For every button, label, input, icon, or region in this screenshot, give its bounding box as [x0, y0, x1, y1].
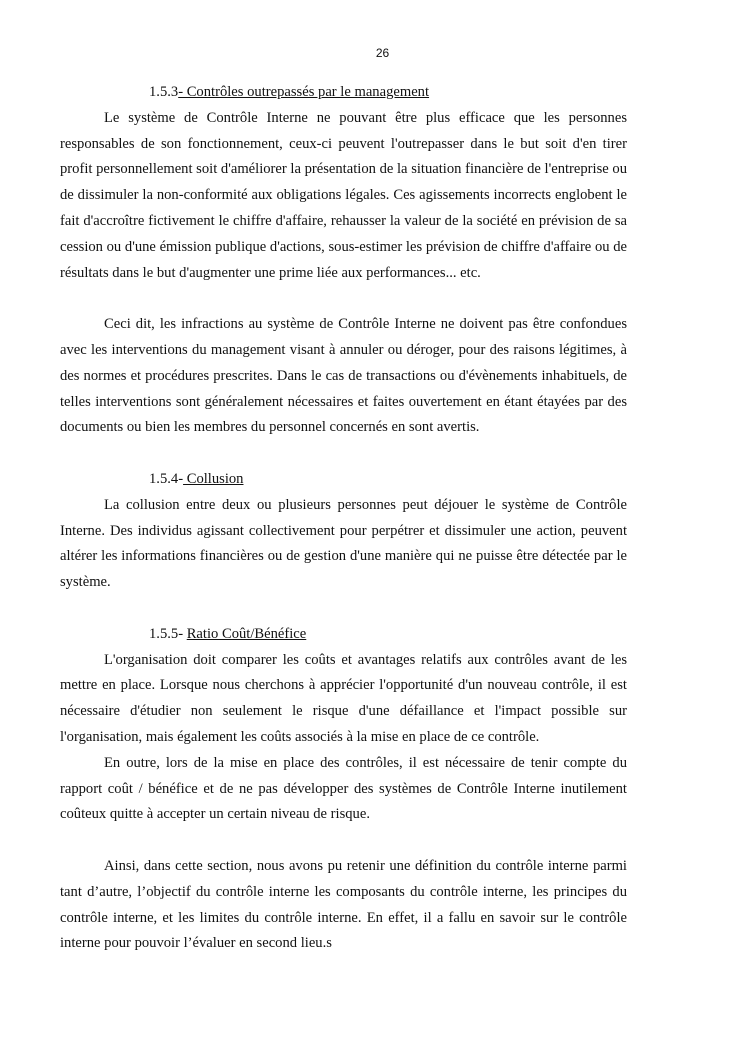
spacer: [60, 441, 627, 467]
spacer: [60, 286, 627, 312]
paragraph: La collusion entre deux ou plusieurs personnes peut déjouer le système de Contrôle Interne. Des individus agissant collectivement pour perpétrer et dissimuler une action, peuvent altérer les informations financières ou de gestion d'une manière qui ne puisse être détectée par le système.: [60, 496, 627, 591]
heading-number: 1.5.3: [149, 84, 179, 100]
heading-number: 1.5.4-: [149, 470, 184, 487]
heading-title: - Contrôles outrepassés par le management: [178, 84, 430, 100]
paragraph: L'organisation doit comparer les coûts et avantages relatifs aux contrôles avant de les mettre en place. Lorsque nous cherchons à apprécier l'opportunité d'un nouveau contrôle, il est nécessaire d'étudier non seulement le risque d'une défaillance et l'impact possible sur l'organisation, mais également les coûts associés à la mise en place de ce contrôle.: [60, 651, 627, 745]
heading-number: 1.5.5-: [149, 625, 187, 642]
section-heading-1-5-5: [60, 622, 627, 648]
section-heading-1-5-4: [60, 467, 627, 493]
paragraph: Le système de Contrôle Interne ne pouvant être plus efficace que les personnes responsables de son fonctionnement, ceux-ci peuvent l'outrepasser dans le but soit d'en tirer profit personnellement soit d'améliorer la présentation de la situation financière de l'entreprise ou de dissimuler la non-conformité aux obligations légales. Ces agissements incorrects englobent le fait d'accroître fictivement le chiffre d'affaire, rehausser la valeur de la société en prévision de sa cession ou d'une émission publique d'actions, sous-estimer les prévision de chiffre d'affaire ou de résultats dans le but d'augmenter une prime liée aux performances... etc.: [60, 109, 627, 281]
paragraph: En outre, lors de la mise en place des contrôles, il est nécessaire de tenir compte du rapport coût / bénéfice et de ne pas développer des systèmes de Contrôle Interne inutilement coûteux quitte à accepter un certain niveau de risque.: [60, 754, 627, 823]
spacer: [60, 596, 627, 622]
document-body: [60, 80, 627, 957]
paragraph: Ceci dit, les infractions au système de Contrôle Interne ne doivent pas être confondues avec les interventions du management visant à annuler ou déroger, pour des raisons légitimes, à des normes et procédures prescrites. Dans le cas de transactions ou d'évènements inhabituels, de telles interventions sont généralement nécessaires et faites ouvertement en étant étayées par des documents ou bien les membres du personnel concernés en sont avertis.: [60, 316, 627, 436]
section-heading-1-5-3: [60, 80, 627, 106]
page-number: 26: [375, 46, 390, 60]
conclusion-paragraph: Ainsi, dans cette section, nous avons pu retenir une définition du contrôle interne parmi tant d’autre, l’objectif du contrôle interne les composants du contrôle interne, les principes du contrôle interne, et les limites du contrôle interne. En effet, il a fallu en savoir sur le contrôle interne pour pouvoir l’évaluer en second lieu.s: [60, 857, 627, 952]
heading-title: Ratio Coût/Bénéfice: [186, 625, 307, 642]
spacer: [60, 828, 627, 854]
heading-title: Collusion: [183, 470, 244, 487]
